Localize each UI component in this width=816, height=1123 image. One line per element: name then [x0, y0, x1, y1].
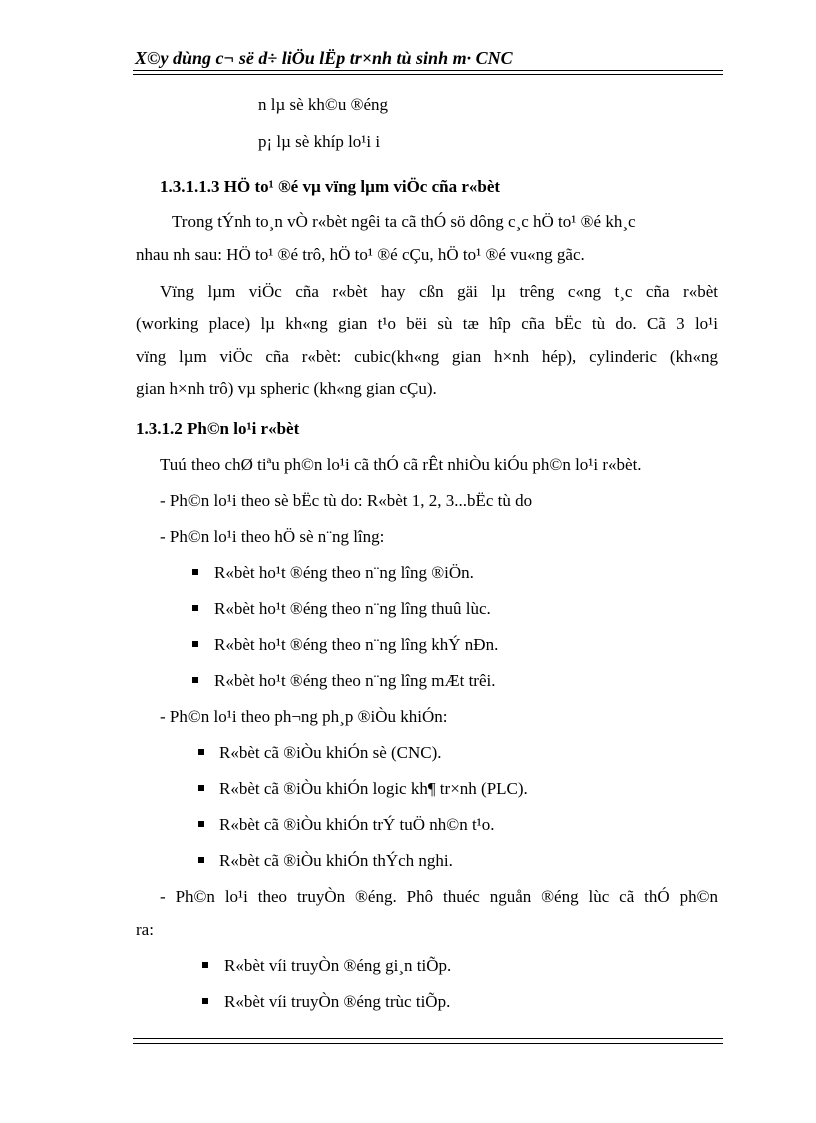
classification-label: - Ph©n lo¹i theo ph¬ng ph¸p ®iÒu khiÓn: — [160, 707, 448, 726]
intro-list-item: p¡ lµ sè khíp lo¹i i — [258, 132, 381, 151]
bullet-square-icon — [198, 821, 204, 827]
footer-rule-top — [133, 1038, 723, 1039]
list-item: R«bèt cã ®iÒu khiÓn sè (CNC). — [219, 743, 442, 762]
classification-label: - Ph©n lo¹i theo hÖ sè n¨ng lîng: — [160, 527, 385, 546]
list-item: R«bèt ho¹t ®éng theo n¨ng lîng ®iÖn. — [214, 563, 474, 582]
paragraph-line: Tuú theo chØ tiªu ph©n lo¹i cã thÓ cã rÊt nhiÒu kiÓu ph©n lo¹i r«bèt. — [160, 455, 642, 474]
list-item: R«bèt ho¹t ®éng theo n¨ng lîng khÝ nÐn. — [214, 635, 499, 654]
classification-label: - Ph©n lo¹i theo truyÒn ®éng. Phô thuéc nguån ®éng lùc cã thÓ ph©n — [160, 887, 718, 906]
paragraph-line: Vïng lµm viÖc cña r«bèt hay cßn gäi lµ trêng c«ng t¸c cña r«bèt — [160, 282, 718, 301]
list-item: R«bèt ho¹t ®éng theo n¨ng lîng mÆt trêi. — [214, 671, 496, 690]
list-item: R«bèt cã ®iÒu khiÓn logic kh¶ tr×nh (PLC). — [219, 779, 528, 798]
paragraph-line: vïng lµm viÖc cña r«bèt: cubic(kh«ng gian h×nh hép), cylinderic (kh«ng — [136, 347, 718, 366]
list-item: R«bèt ho¹t ®éng theo n¨ng lîng thuû lùc. — [214, 599, 491, 618]
classification-line: - Ph©n lo¹i theo sè bËc tù do: R«bèt 1, 2, 3...bËc tù do — [160, 491, 533, 510]
section-heading: 1.3.1.1.3 HÖ to¹ ®é vµ vïng lµm viÖc cña r«bèt — [160, 177, 501, 196]
page-header-title: X©y dùng c¬ së d÷ liÖu lËp tr×nh tù sinh m· CNC — [135, 48, 513, 68]
bullet-square-icon — [202, 962, 208, 968]
section-heading: 1.3.1.2 Ph©n lo¹i r«bèt — [136, 419, 300, 438]
bullet-square-icon — [198, 785, 204, 791]
paragraph-line: Trong tÝnh to¸n vÒ r«bèt ngêi ta cã thÓ sö dông c¸c hÖ to¹ ®é kh¸c — [172, 212, 636, 231]
bullet-square-icon — [192, 605, 198, 611]
bullet-square-icon — [192, 641, 198, 647]
header-rule-bottom — [133, 74, 723, 75]
intro-list-item: n lµ sè kh©u ®éng — [258, 95, 389, 114]
paragraph-line: (working place) lµ kh«ng gian t¹o bëi sù tæ hîp cña bËc tù do. Cã 3 lo¹i — [136, 314, 718, 333]
bullet-square-icon — [192, 569, 198, 575]
paragraph-line: nhau nh sau: HÖ to¹ ®é trô, hÖ to¹ ®é cÇu, hÖ to¹ ®é vu«ng gãc. — [136, 245, 585, 264]
paragraph-line: gian h×nh trô) vµ spheric (kh«ng gian cÇu). — [136, 379, 437, 398]
bullet-square-icon — [192, 677, 198, 683]
list-item: R«bèt cã ®iÒu khiÓn trÝ tuÖ nh©n t¹o. — [219, 815, 495, 834]
footer-rule-bottom — [133, 1043, 723, 1044]
list-item: R«bèt víi truyÒn ®éng gi¸n tiÕp. — [224, 956, 452, 975]
header-rule-top — [133, 70, 723, 71]
list-item: R«bèt víi truyÒn ®éng trùc tiÕp. — [224, 992, 451, 1011]
classification-label: ra: — [136, 920, 154, 939]
bullet-square-icon — [202, 998, 208, 1004]
list-item: R«bèt cã ®iÒu khiÓn thÝch nghi. — [219, 851, 453, 870]
bullet-square-icon — [198, 749, 204, 755]
bullet-square-icon — [198, 857, 204, 863]
